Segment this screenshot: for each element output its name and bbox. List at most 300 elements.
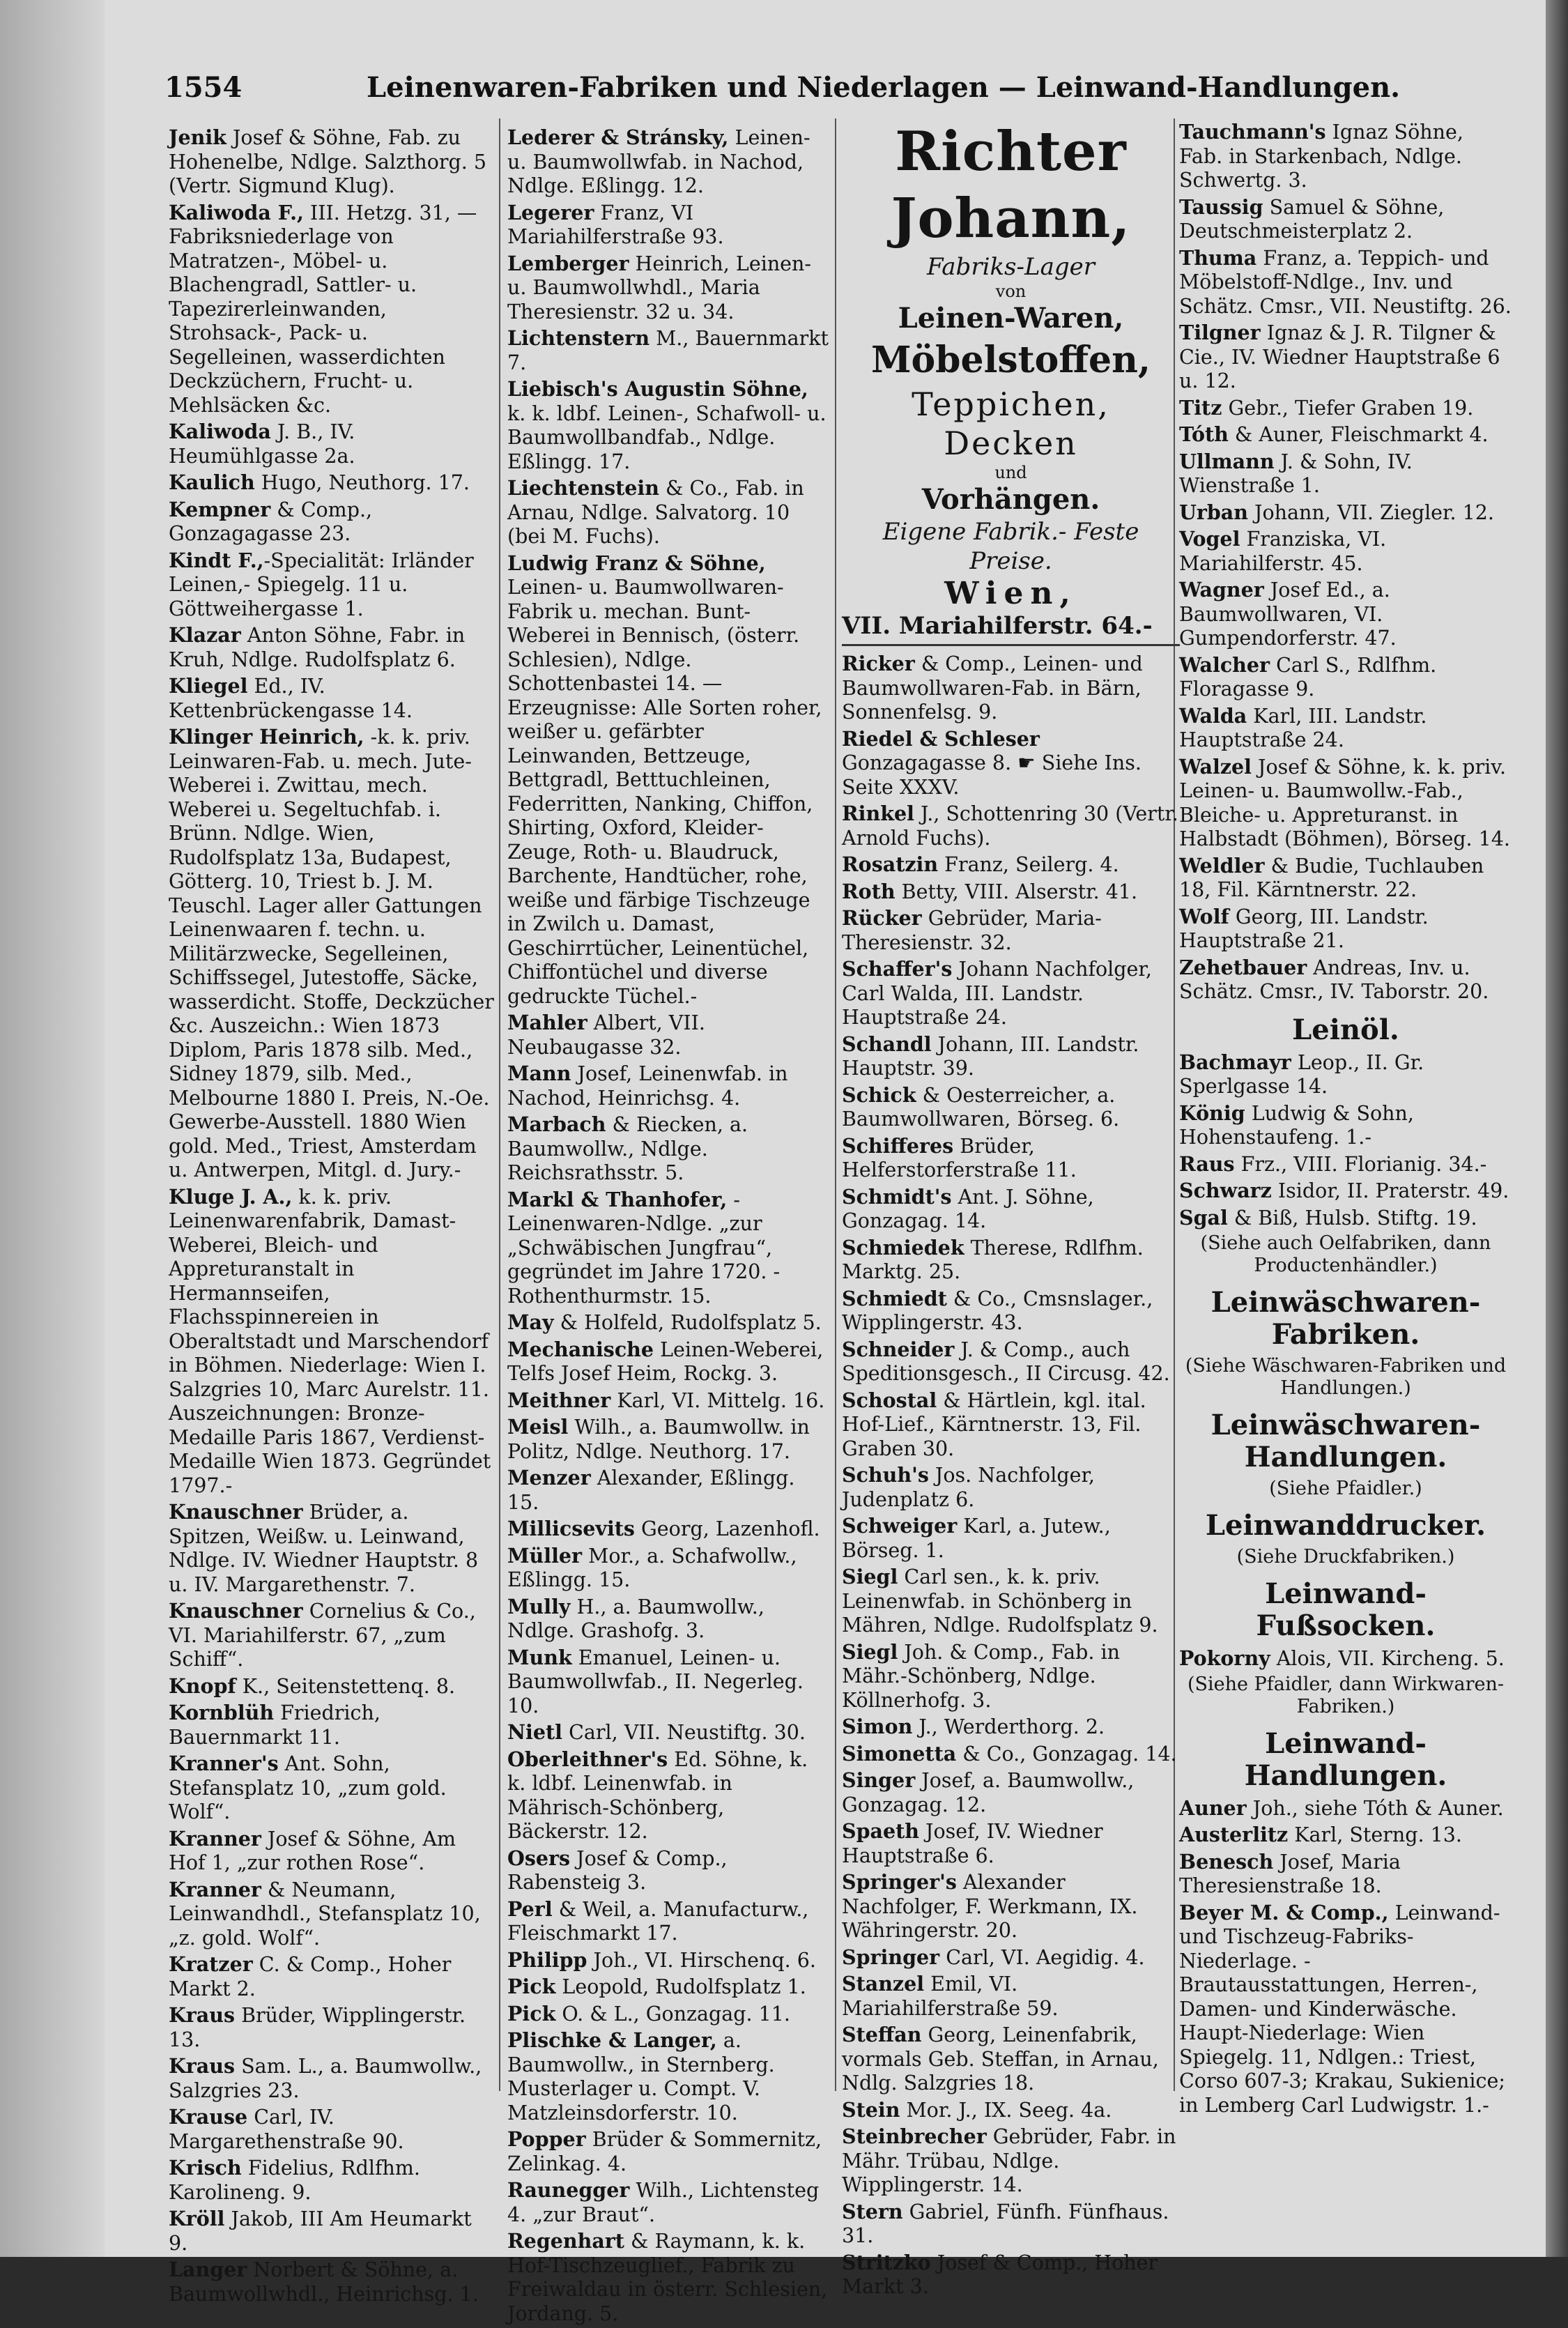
directory-entry — [169, 2207, 495, 2256]
directory-entry — [1179, 396, 1512, 421]
entry-name: Kaliwoda — [169, 420, 271, 443]
entry-name: Nietl — [507, 1720, 563, 1744]
entry-name: Mechanische — [507, 1337, 654, 1361]
entry-name: Simon — [842, 1715, 913, 1738]
entry-details: & Neumann, Leinwandhdl., Stefansplatz 10, „z. gold. Wolf“. — [169, 1878, 481, 1950]
entry-name: Raunegger — [507, 2178, 630, 2202]
entry-details: & Comp., Gonzagagasse 23. — [169, 498, 373, 545]
directory-entry — [169, 1500, 495, 1597]
entry-name: Klinger Heinrich, — [169, 725, 364, 749]
entry-details: J., Werderthorg. 2. — [912, 1715, 1105, 1738]
entry-name: Lederer & Stránsky, — [507, 125, 729, 149]
entry-details: Gonzagagasse 8. ☛ Siehe Ins. Seite XXXV. — [842, 751, 1142, 799]
ad-line-2: Möbelstoffen, — [870, 339, 1151, 381]
entry-name: Raus — [1179, 1151, 1235, 1176]
entry-name: Pick — [507, 2001, 556, 2025]
page-title: Leinenwaren-Fabriken und Niederlagen — Leinwand-Handlungen. — [367, 71, 1401, 104]
entry-details: & Oesterreicher, a. Baumwollwaren, Börseg. 6. — [842, 1083, 1120, 1131]
entry-details: k. k. ldbf. Leinen-, Schafwoll- u. Baumwollbandfab., Ndlge. Eßlingg. 17. — [507, 401, 827, 473]
directory-entry — [507, 201, 831, 250]
directory-entry — [1179, 905, 1512, 954]
directory-entry — [507, 1747, 831, 1844]
entry-details: Carl, VII. Neustiftg. 30. — [562, 1721, 806, 1744]
directory-entry — [507, 1415, 831, 1464]
entry-details: Sam. L., a. Baumwollw., Salzgries 23. — [169, 2055, 482, 2102]
entry-details: Frz., VIII. Florianig. 34.- — [1234, 1152, 1487, 1176]
entry-name: Klazar — [169, 623, 241, 647]
directory-entry — [1179, 755, 1512, 852]
directory-entry — [1179, 1823, 1512, 1848]
directory-entry — [1179, 1101, 1512, 1150]
ad-line-4: Vorhängen. — [921, 483, 1100, 516]
entry-details: Josef Ed., a. Baumwollwaren, VI. Gumpendorferstr. 47. — [1179, 579, 1397, 650]
entry-name: Kindt F., — [169, 548, 264, 572]
entry-name: Kratzer — [169, 1952, 253, 1976]
entry-details: Norbert & Söhne, a. Baumwollwhdl., Heinrichsg. 1. — [169, 2258, 479, 2306]
entry-details: Hugo, Neuthorg. 17. — [254, 471, 470, 494]
directory-entry — [507, 252, 831, 325]
entry-name: Munk — [507, 1645, 572, 1669]
directory-entry — [842, 1083, 1180, 1132]
directory-entry — [169, 1674, 495, 1699]
entry-details: Therese, Rdlfhm. Marktg. 25. — [842, 1236, 1144, 1283]
entry-details: Wilh., a. Baumwollw. in Politz, Ndlge. Neuthorg. 17. — [507, 1416, 810, 1463]
entry-details: Leop., II. Gr. Sperlgasse 14. — [1179, 1050, 1424, 1098]
directory-entry — [842, 2200, 1180, 2249]
directory-entry — [169, 498, 495, 546]
directory-entry — [842, 1819, 1180, 1868]
entry-details: Josef, a. Baumwollw., Gonzagag. 12. — [842, 1769, 1135, 1816]
entry-details: & Comp., Leinen- und Baumwollwaren-Fab. in Bärn, Sonnenfelsg. 9. — [842, 652, 1143, 723]
page-gutter — [0, 0, 105, 2257]
entry-name: Springer's — [842, 1870, 957, 1894]
entry-name: Knopf — [169, 1674, 236, 1698]
entry-name: Spaeth — [842, 1819, 919, 1843]
directory-entry — [1179, 195, 1512, 244]
entry-name: Müller — [507, 1543, 583, 1568]
directory-entry — [169, 725, 495, 1183]
entry-details: Brüder, Helferstorferstraße 11. — [842, 1134, 1077, 1181]
entry-details: Gabriel, Fünfh. Fünfhaus. 31. — [842, 2200, 1169, 2247]
directory-entry — [1179, 120, 1512, 193]
entry-details: Josef, Leinenwfab. in Nachod, Heinrichsg. 4. — [507, 1062, 788, 1110]
directory-entry — [1179, 246, 1512, 319]
entry-details: Franz, a. Teppich- und Möbelstoff-Ndlge., Inv. und Schätz. Cmsr., VII. Neustiftg. 26. — [1179, 246, 1512, 318]
entry-details: O. & L., Gonzagag. 11. — [555, 2002, 790, 2025]
directory-entry — [507, 1646, 831, 1719]
directory-entry — [1179, 1796, 1512, 1821]
directory-entry — [507, 1188, 831, 1309]
fusssocken-entries — [1179, 1646, 1512, 1671]
entry-details: C. & Comp., Hoher Markt 2. — [169, 1953, 452, 2000]
richter-advertisement — [842, 118, 1180, 646]
entry-details: Leopold, Rudolfsplatz 1. — [555, 1975, 806, 1998]
entry-name: Walcher — [1179, 652, 1270, 677]
entry-name: Roth — [842, 879, 896, 903]
entry-name: Schifferes — [842, 1133, 954, 1158]
entry-details: Ant. J. Söhne, Gonzagag. 14. — [842, 1185, 1094, 1232]
section-heading-leinwaeschwaren-fabriken: Leinwäschwaren-Fabriken. — [1210, 1286, 1481, 1351]
directory-entry — [507, 2229, 831, 2326]
directory-entry — [1179, 653, 1512, 702]
directory-entry — [842, 1715, 1180, 1740]
directory-entry — [169, 1701, 495, 1749]
entry-details: & Härtlein, kgl. ital. Hof-Lief., Kärntnerstr. 13, Fil. Graben 30. — [842, 1388, 1146, 1460]
directory-entry — [842, 1236, 1180, 1285]
directory-entry — [507, 1948, 831, 1973]
entry-details: & Budie, Tuchlauben 18, Fil. Kärntnerstr. 22. — [1179, 854, 1484, 901]
entry-details: Josef & Comp., Rabensteig 3. — [507, 1846, 728, 1894]
directory-entry — [169, 420, 495, 468]
entry-name: Meithner — [507, 1388, 611, 1412]
entry-details: & Holfeld, Rudolfsplatz 5. — [553, 1311, 822, 1334]
entry-name: Meisl — [507, 1415, 569, 1439]
entry-name: Mann — [507, 1062, 571, 1085]
directory-entry — [507, 1112, 831, 1186]
entry-details: Carl sen., k. k. priv. Leinenwfab. in Schönberg in Mähren, Ndlge. Rudolfsplatz 9. — [842, 1565, 1158, 1637]
entry-name: Vogel — [1179, 527, 1240, 551]
entry-name: Menzer — [507, 1466, 591, 1490]
entry-details: Ant. Sohn, Stefansplatz 10, „zum gold. Wolf“. — [169, 1752, 447, 1823]
entry-details: M., Bauernmarkt 7. — [507, 327, 829, 374]
entry-details: Jakob, III Am Heumarkt 9. — [169, 2207, 472, 2255]
entry-details: Samuel & Söhne, Deutschmeisterplatz 2. — [1179, 195, 1445, 243]
entry-name: Kaliwoda F., — [169, 200, 304, 224]
entry-name: Schmidt's — [842, 1184, 952, 1209]
entry-name: Simonetta — [842, 1741, 957, 1766]
directory-entry — [842, 1768, 1180, 1817]
entry-name: Stanzel — [842, 1972, 925, 1996]
directory-entry — [169, 2003, 495, 2052]
ad-von: von — [995, 282, 1027, 301]
entry-details: Josef, Maria Theresienstraße 18. — [1179, 1850, 1401, 1897]
section-heading-leinwaeschwaren-handlungen: Leinwäschwaren-Handlungen. — [1210, 1409, 1481, 1473]
directory-entry — [842, 1514, 1180, 1563]
entry-details: Mor. J., IX. Seeg. 4a. — [900, 2098, 1112, 2122]
entry-name: Beyer M. & Comp., — [1179, 1900, 1389, 1924]
entry-details: Leinwand- und Tischzeug-Fabriks-Niederlage. -Brautausstattungen, Herren-, Damen- und Kinderwäsche. Haupt-Niederlage: Wien Spiegelg. 11, Ndlgen.: Triest, Corso 607-3; Krakau, Sukienice; in Lemberg Carl Ludwigstr. 1.- — [1179, 1901, 1505, 2117]
column-rule — [835, 118, 836, 2091]
directory-entry — [842, 1134, 1180, 1183]
directory-entry — [842, 1185, 1180, 1234]
entry-name: Schwarz — [1179, 1179, 1272, 1202]
directory-entry — [1179, 578, 1512, 651]
entry-name: Millicsevits — [507, 1517, 635, 1540]
section-heading-leinwanddrucker: Leinwanddrucker. — [1205, 1509, 1486, 1542]
directory-entry — [169, 125, 495, 199]
entry-details: Brüder, Wipplingerstr. 13. — [169, 2004, 466, 2051]
entry-details: Ignaz Söhne, Fab. in Starkenbach, Ndlge. Schwertg. 3. — [1179, 121, 1463, 192]
entry-details: & Co., Fab. in Arnau, Ndlge. Salvatorg. 10 (bei M. Fuchs). — [507, 477, 804, 548]
entry-name: Schostal — [842, 1388, 937, 1412]
entry-details: Betty, VIII. Alserstr. 41. — [895, 880, 1138, 903]
entry-name: Pick — [507, 1975, 556, 1998]
entry-name: Schweiger — [842, 1514, 958, 1538]
entry-details: Joh., VI. Hirschenq. 6. — [587, 1948, 816, 1972]
directory-entry — [507, 326, 831, 375]
entry-details: Isidor, II. Praterstr. 49. — [1271, 1179, 1509, 1202]
entry-details: Joh. & Comp., Fab. in Mähr.-Schönberg, Ndlge. Köllnerhofg. 3. — [842, 1640, 1120, 1712]
directory-entry — [169, 201, 495, 418]
directory-entry — [169, 2105, 495, 2154]
directory-entry — [1179, 854, 1512, 903]
directory-entry — [169, 1952, 495, 2001]
entry-details: & Biß, Hulsb. Stiftg. 19. — [1227, 1206, 1477, 1230]
entry-details: Friedrich, Bauernmarkt 11. — [169, 1701, 381, 1749]
entry-name: Osers — [507, 1846, 571, 1870]
directory-entry — [507, 2178, 831, 2227]
directory-entry — [507, 476, 831, 549]
entry-details: Georg, Lazenhofl. — [634, 1517, 820, 1540]
directory-entry — [507, 2002, 831, 2027]
directory-entry — [507, 2127, 831, 2176]
entry-details: & Raymann, k. k. Hof-Tischzeuglief., Fabrik zu Freiwaldau in österr. Schlesien, Jordang. 5. — [507, 2230, 828, 2325]
entry-name: Lichtenstern — [507, 326, 650, 350]
entry-name: Schneider — [842, 1337, 955, 1361]
directory-entry — [842, 1565, 1180, 1638]
entry-name: Urban — [1179, 500, 1248, 524]
column-4 — [1179, 120, 1512, 2120]
entry-details: Ed. Söhne, k. k. ldbf. Leinenwfab. in Mährisch-Schönberg, Bäckerstr. 12. — [507, 1747, 808, 1843]
column-3-entries — [842, 652, 1180, 2299]
entry-details: Franz, Seilerg. 4. — [938, 853, 1119, 876]
entry-name: Kraus — [169, 2003, 236, 2027]
entry-details: Josef & Söhne, k. k. priv. Leinen- u. Baumwollw.-Fab., Bleiche- u. Appreturanst. in Halbstadt (Böhmen), Börseg. 14. — [1179, 755, 1510, 850]
entry-details: Ed., IV. Kettenbrückengasse 14. — [169, 675, 413, 722]
entry-details: Mor., a. Schafwollw., Eßlingg. 15. — [507, 1544, 797, 1591]
entry-name: Ullmann — [1179, 449, 1275, 473]
entry-details: Emil, VI. Mariahilferstraße 59. — [842, 1973, 1059, 2020]
entry-name: Oberleithner's — [507, 1747, 668, 1771]
directory-entry — [842, 1287, 1180, 1335]
directory-entry — [842, 1463, 1180, 1512]
section-note: (Siehe Pfaidler, dann Wirkwaren-Fabriken.) — [1187, 1673, 1505, 1717]
entry-name: Auner — [1179, 1795, 1247, 1820]
entry-name: Knauschner — [169, 1599, 303, 1623]
entry-name: Bachmayr — [1179, 1050, 1291, 1074]
entry-details: Josef & Söhne, Am Hof 1, „zur rothen Rose“. — [169, 1827, 456, 1874]
directory-entry — [507, 1975, 831, 2000]
entry-details: & Co., Gonzagag. 14. — [956, 1742, 1177, 1766]
entry-details: Alexander Nachfolger, F. Werkmann, IX. Währingerstr. 20. — [842, 1871, 1138, 1942]
entry-name: Lemberger — [507, 251, 629, 275]
ad-und: und — [994, 463, 1027, 482]
directory-entry — [842, 1388, 1180, 1462]
entry-name: Knauschner — [169, 1500, 303, 1524]
entry-name: Jenik — [169, 125, 226, 149]
directory-entry — [1179, 1206, 1512, 1231]
entry-name: Benesch — [1179, 1849, 1274, 1874]
column-3 — [842, 118, 1180, 2302]
entry-details: Brüder & Sommernitz, Zelinkag. 4. — [507, 2128, 822, 2175]
entry-name: Kröll — [169, 2207, 225, 2230]
directory-entry — [169, 674, 495, 723]
column-4-entries — [1179, 120, 1512, 1004]
directory-entry — [1179, 527, 1512, 576]
directory-entry — [507, 1466, 831, 1515]
directory-entry — [1179, 1646, 1512, 1671]
section-note: (Siehe Wäschwaren-Fabriken und Handlungen.) — [1185, 1355, 1507, 1399]
entry-name: Stritzko — [842, 2250, 931, 2274]
entry-details: & Auner, Fleischmarkt 4. — [1228, 423, 1489, 446]
column-2 — [507, 125, 831, 2328]
directory-entry — [842, 2251, 1180, 2299]
entry-name: Taussig — [1179, 194, 1263, 219]
directory-entry — [169, 470, 495, 496]
entry-details: Andreas, Inv. u. Schätz. Cmsr., IV. Taborstr. 20. — [1179, 956, 1489, 1003]
directory-entry — [1179, 500, 1512, 526]
entry-details: Ignaz & J. R. Tilgner & Cie., IV. Wiedner Hauptstraße 6 u. 12. — [1179, 321, 1500, 392]
entry-details: Leinen- u. Baumwollwaren-Fabrik u. mechan. Bunt-Weberei in Bennisch, (österr. Schlesien), Ndlge. Schottenbastei 14. —Erzeugnisse: Alle Sorten roher, weißer u. gefärbter Leinwanden, Bettzeuge, Bettgradl, Betttuchleinen, Federritten, Nanking, Chiffon, Shirting, Oxford, Kleider-Zeuge, Roth- u. Blaudruck, Barchente, Handtücher, rohe, weiße und färbige Tischzeuge in Zwilch u. Damast, Geschirrtücher, Leinentüchel, Chiffontüchel und diverse gedruckte Tüchel.- — [507, 576, 822, 1008]
entry-details: Karl, Sterng. 13. — [1288, 1823, 1462, 1846]
directory-entry — [842, 1338, 1180, 1386]
entry-name: Marbach — [507, 1112, 606, 1136]
entry-name: Siegl — [842, 1639, 898, 1664]
entry-name: Pokorny — [1179, 1646, 1270, 1670]
directory-entry — [842, 652, 1180, 725]
directory-entry — [507, 1517, 831, 1542]
entry-name: Mahler — [507, 1011, 587, 1034]
entry-name: Popper — [507, 2127, 586, 2151]
entry-name: Kranner's — [169, 1752, 279, 1775]
directory-entry — [842, 906, 1180, 955]
directory-entry — [842, 1972, 1180, 2021]
entry-details: Josef, IV. Wiedner Hauptstraße 6. — [842, 1820, 1103, 1867]
directory-entry — [507, 1388, 831, 1414]
entry-details: J. & Comp., auch Speditionsgesch., II Circusg. 42. — [842, 1338, 1170, 1385]
ad-subtitle: Fabriks-Lager — [927, 253, 1095, 281]
entry-details: Gebrüder, Fabr. in Mähr. Trübau, Ndlge. Wipplingerstr. 14. — [842, 2125, 1176, 2196]
ad-line-1: Leinen-Waren, — [898, 302, 1124, 335]
entry-name: Tilgner — [1179, 321, 1261, 344]
entry-name: Liebisch's Augustin Söhne, — [507, 377, 808, 401]
entry-name: Schaffer's — [842, 957, 953, 981]
entry-name: Tauchmann's — [1179, 120, 1326, 144]
directory-entry — [1179, 1850, 1512, 1899]
column-1 — [169, 125, 495, 2308]
entry-details: Gebrüder, Maria-Theresienstr. 32. — [842, 907, 1102, 954]
entry-name: Ricker — [842, 652, 915, 675]
section-heading-leinwand-handlungen: Leinwand-Handlungen. — [1244, 1726, 1447, 1792]
page-edge — [1546, 0, 1568, 2257]
directory-entry — [842, 727, 1180, 800]
directory-entry — [507, 125, 831, 199]
ad-name: Richter Johann, — [891, 120, 1131, 250]
entry-name: Schmiedt — [842, 1286, 947, 1310]
entry-name: Walzel — [1179, 754, 1252, 779]
directory-entry — [507, 1897, 831, 1946]
directory-entry — [507, 1310, 831, 1335]
section-heading-leinoel: Leinöl. — [1292, 1013, 1399, 1046]
entry-details: Heinrich, Leinen- u. Baumwollwhdl., Maria Theresienstr. 32 u. 34. — [507, 252, 812, 323]
entry-name: Kornblüh — [169, 1701, 275, 1724]
entry-name: Philipp — [507, 1947, 587, 1972]
entry-name: Wagner — [1179, 578, 1264, 602]
entry-details: Cornelius & Co., VI. Mariahilferstr. 67, „zum Schiff“. — [169, 1600, 476, 1671]
directory-entry — [842, 802, 1180, 850]
entry-name: Kempner — [169, 497, 271, 521]
directory-entry — [169, 623, 495, 672]
directory-entry — [169, 2258, 495, 2306]
directory-entry — [169, 1599, 495, 1672]
entry-name: Riedel & Schleser — [842, 726, 1040, 751]
entry-details: k. k. priv. Leinenwarenfabrik, Damast-Weberei, Bleich- und Appreturanstalt in Hermannseifen, Flachsspinnereien in Oberaltstadt und Marschendorf in Böhmen. Niederlage: Wien I. Salzgries 10, Marc Aurelstr. 11. Auszeichnungen: Bronze-Medaille Paris 1867, Verdienst-Medaille Wien 1873. Gegründet 1797.- — [169, 1185, 491, 1497]
directory-entry — [507, 1595, 831, 1644]
entry-details: K., Seitenstettenq. 8. — [236, 1674, 456, 1698]
entry-details: Jos. Nachfolger, Judenplatz 6. — [842, 1464, 1095, 1511]
entry-details: Fidelius, Rdlfhm. Karolineng. 9. — [169, 2157, 420, 2204]
entry-name: Titz — [1179, 395, 1222, 420]
entry-details: Carl, VI. Aegidig. 4. — [939, 1945, 1145, 1969]
entry-name: Legerer — [507, 200, 594, 224]
directory-entry — [507, 1544, 831, 1593]
entry-details: Emanuel, Leinen- u. Baumwollwfab., II. Negerleg. 10. — [507, 1646, 804, 1717]
entry-name: Ludwig Franz & Söhne, — [507, 551, 766, 575]
directory-entry — [842, 2023, 1180, 2096]
directory-entry — [842, 2098, 1180, 2123]
entry-name: Kraus — [169, 2054, 236, 2078]
directory-entry — [1179, 704, 1512, 753]
entry-details: J., Schottenring 30 (Vertr. Arnold Fuchs). — [842, 802, 1178, 850]
entry-details: Georg, Leinenfabrik, vormals Geb. Steffan, in Arnau, Ndlg. Salzgries 18. — [842, 2023, 1159, 2095]
entry-name: Krause — [169, 2105, 248, 2129]
directory-entry — [507, 1846, 831, 1895]
entry-name: Rücker — [842, 906, 922, 930]
directory-entry — [842, 1032, 1180, 1081]
entry-details: Gebr., Tiefer Graben 19. — [1222, 396, 1474, 420]
column-rule — [499, 118, 500, 2091]
entry-details: Albert, VII. Neubaugasse 32. — [507, 1011, 705, 1059]
entry-details: Alois, VII. Kircheng. 5. — [1270, 1647, 1505, 1670]
ad-city: Wien, — [944, 576, 1077, 611]
entry-details: H., a. Baumwollw., Ndlge. Grashofg. 3. — [507, 1595, 764, 1642]
directory-entry — [1179, 321, 1512, 394]
directory-entry — [507, 377, 831, 474]
entry-name: Kranner — [169, 1877, 261, 1901]
entry-name: Weldler — [1179, 853, 1265, 878]
entry-details: J. B., IV. Heumühlgasse 2a. — [169, 420, 355, 468]
entry-details: Anton Söhne, Fabr. in Kruh, Ndlge. Rudolfsplatz 6. — [169, 624, 466, 671]
directory-entry — [169, 1827, 495, 1876]
directory-entry — [842, 957, 1180, 1030]
entry-details: Ludwig & Sohn, Hohenstaufeng. 1.- — [1179, 1101, 1414, 1149]
handlungen-entries — [1179, 1796, 1512, 2118]
directory-entry — [507, 2028, 831, 2125]
entry-name: May — [507, 1310, 554, 1334]
entry-name: Langer — [169, 2258, 247, 2281]
entry-name: Schick — [842, 1082, 916, 1107]
entry-details: Franz, VI Mariahilferstraße 93. — [507, 201, 724, 248]
entry-details: Georg, III. Landstr. Hauptstraße 21. — [1179, 905, 1429, 952]
entry-name: Kliegel — [169, 674, 248, 698]
directory-entry — [842, 1640, 1180, 1713]
directory-entry — [1179, 422, 1512, 447]
entry-name: Austerlitz — [1179, 1823, 1289, 1846]
section-note: (Siehe auch Oelfabriken, dann Productenhändler.) — [1200, 1232, 1491, 1276]
entry-details: & Riecken, a. Baumwollw., Ndlge. Reichsrathsstr. 5. — [507, 1113, 748, 1184]
directory-entry — [169, 2156, 495, 2205]
directory-entry — [1179, 1901, 1512, 2118]
directory-entry — [1179, 1050, 1512, 1099]
page-number: 1554 — [164, 71, 243, 104]
ad-line-5: Eigene Fabrik.- Feste Preise. — [882, 518, 1139, 575]
entry-details: & Weil, a. Manufacturw., Fleischmarkt 17. — [507, 1897, 809, 1945]
leinoel-entries — [1179, 1050, 1512, 1231]
entry-name: Walda — [1179, 703, 1247, 728]
entry-name: Markl & Thanhofer, — [507, 1187, 728, 1211]
entry-details: Johann, III. Landstr. Hauptstr. 39. — [842, 1032, 1139, 1080]
directory-entry — [507, 1720, 831, 1745]
